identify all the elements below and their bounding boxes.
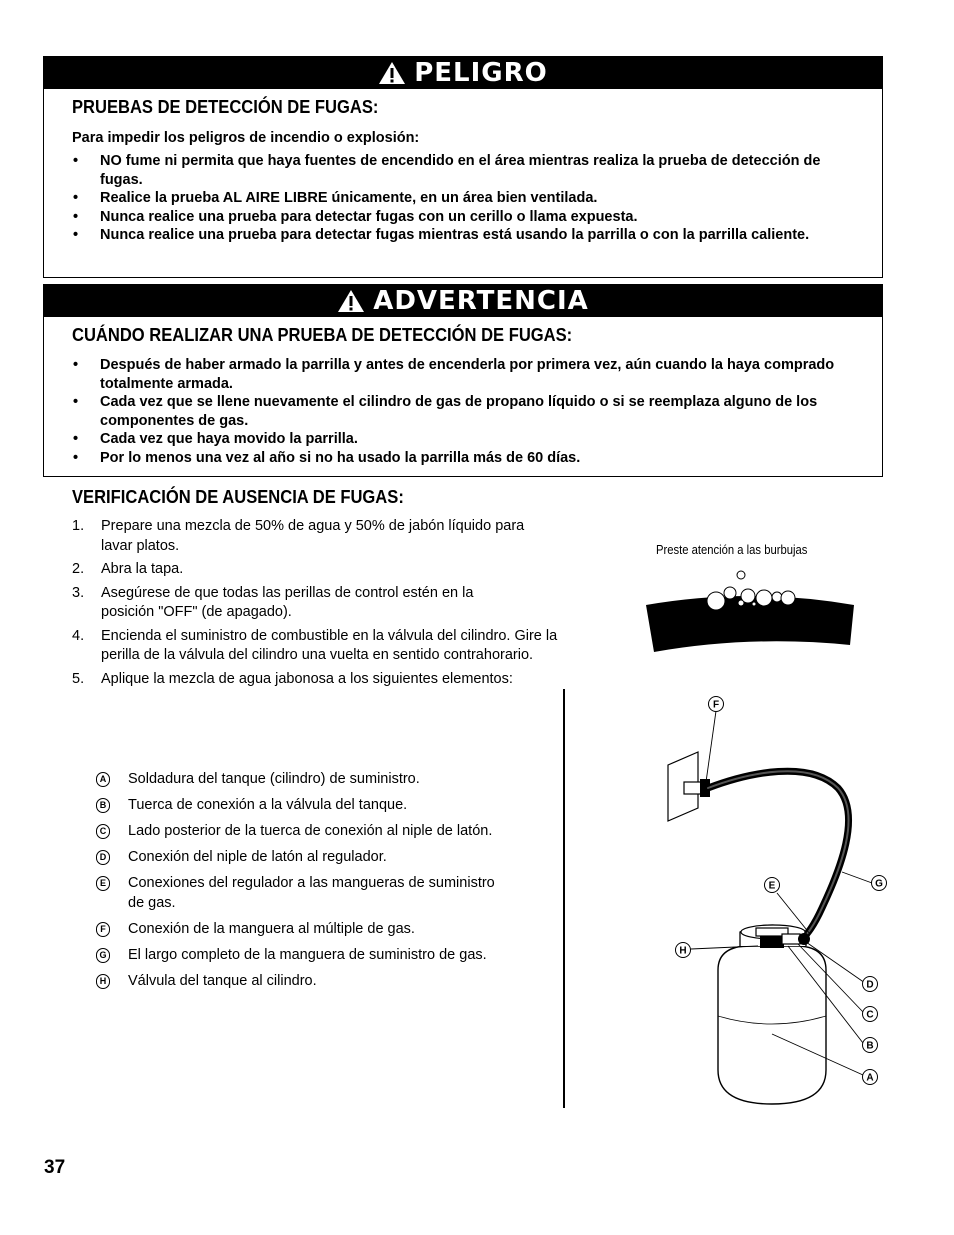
leader-line-g	[842, 872, 872, 883]
list-item: • Nunca realice una prueba para detectar fugas mientras está usando la parrilla o con la parrilla caliente.	[44, 226, 882, 245]
tank-body	[718, 946, 826, 1104]
list-item	[96, 946, 496, 966]
step-text: Asegúrese de que todas las perillas de control estén en la posición "OFF" (de apagado).	[101, 584, 474, 620]
part-text: Soldadura del tanque (cilindro) de suministro.	[128, 771, 420, 787]
label-a: A	[866, 1072, 874, 1084]
letter-badge: E	[96, 876, 110, 891]
letter-badge: D	[96, 850, 110, 865]
warning-list	[44, 356, 882, 467]
warning-box	[43, 284, 883, 477]
list-item	[96, 796, 496, 816]
letter-badge: F	[96, 922, 110, 937]
letter-badge: H	[96, 974, 110, 989]
list-item	[96, 920, 496, 940]
step-text: Encienda el suministro de combustible en la válvula del cilindro. Gire la perilla de la válvula del cilindro una vuelta en sentido contrahorario.	[101, 627, 558, 663]
label-f: F	[712, 699, 720, 711]
danger-list	[44, 152, 882, 245]
letter-badge: B	[96, 798, 110, 813]
letter-badge: C	[96, 824, 110, 839]
list-item	[96, 874, 496, 913]
label-c: C	[866, 1009, 874, 1021]
step-number: 1.	[72, 518, 85, 534]
list-item: • Realice la prueba AL AIRE LIBRE únicamente, en un área bien ventilada.	[44, 189, 882, 208]
warning-title: ADVERTENCIA	[373, 286, 589, 316]
step-item	[72, 560, 582, 580]
step-item	[72, 584, 521, 623]
warning-heading: CUÁNDO REALIZAR UNA PRUEBA DE DETECCIÓN DE FUGAS:	[72, 325, 573, 345]
warning-triangle-icon	[378, 61, 406, 85]
step-text: Prepare una mezcla de 50% de agua y 50% de jabón líquido para lavar platos.	[101, 518, 525, 554]
list-item: • NO fume ni permita que haya fuentes de encendido en el área mientras realiza la prueba de detección de fugas.	[44, 152, 882, 189]
step-text: Abra la tapa.	[101, 561, 184, 577]
leader-line-f	[706, 711, 716, 782]
step-number: 3.	[72, 584, 85, 601]
list-item: • Después de haber armado la parrilla y antes de encenderla por primera vez, aún cuando la haya comprado totalmente armada.	[44, 356, 882, 393]
danger-box	[43, 56, 883, 278]
bubbles-caption: Preste atención a las burbujas	[656, 543, 808, 557]
danger-intro: Para impedir los peligros de incendio o explosión:	[72, 130, 420, 146]
page-number: 37	[44, 1157, 66, 1178]
warning-title-bar	[44, 285, 882, 317]
label-e: E	[768, 880, 776, 892]
danger-heading: PRUEBAS DE DETECCIÓN DE FUGAS:	[72, 97, 379, 117]
leak-check-steps	[72, 517, 582, 693]
parts-list	[96, 770, 496, 998]
step-number: 5.	[72, 670, 85, 687]
list-item	[96, 770, 496, 790]
gas-hose	[708, 771, 849, 942]
part-text: Válvula del tanque al cilindro.	[128, 972, 317, 989]
part-text: Conexiones del regulador a las mangueras de suministro de gas.	[128, 875, 495, 911]
hose-bubbles-illustration	[640, 565, 865, 657]
part-text: Conexión de la manguera al múltiple de gas.	[128, 920, 415, 937]
step-item	[72, 627, 582, 666]
step-item	[72, 670, 521, 690]
leak-check-heading: VERIFICACIÓN DE AUSENCIA DE FUGAS:	[72, 487, 404, 507]
list-item: • Cada vez que haya movido la parrilla.	[44, 430, 882, 449]
propane-tank-illustration	[660, 690, 900, 1110]
label-h: H	[679, 945, 687, 957]
part-text: Lado posterior de la tuerca de conexión al niple de latón.	[128, 823, 493, 839]
label-b: B	[866, 1040, 874, 1052]
part-text: El largo completo de la manguera de suministro de gas.	[128, 946, 487, 963]
list-item	[96, 822, 496, 842]
danger-title: PELIGRO	[414, 58, 548, 88]
list-item: • Por lo menos una vez al año si no ha usado la parrilla más de 60 días.	[44, 449, 882, 468]
letter-badge: G	[96, 948, 110, 963]
step-text: Aplique la mezcla de agua jabonosa a los siguientes elementos:	[101, 670, 513, 687]
warning-triangle-icon	[337, 289, 365, 313]
step-number: 2.	[72, 561, 85, 577]
part-text: Conexión del niple de latón al regulador.	[128, 849, 387, 865]
part-text: Tuerca de conexión a la válvula del tanque.	[128, 797, 408, 813]
step-number: 4.	[72, 627, 85, 644]
list-item: • Cada vez que se llene nuevamente el cilindro de gas de propano líquido o si se reemplaza alguno de los componentes de gas.	[44, 393, 882, 430]
label-g: G	[875, 878, 883, 890]
list-item	[96, 848, 496, 868]
step-item	[72, 517, 531, 556]
column-divider	[563, 689, 565, 1108]
letter-badge: A	[96, 772, 110, 787]
danger-title-bar	[44, 57, 882, 89]
label-d: D	[866, 979, 874, 991]
list-item: • Nunca realice una prueba para detectar fugas con un cerillo o llama expuesta.	[44, 208, 882, 227]
list-item	[96, 972, 496, 992]
